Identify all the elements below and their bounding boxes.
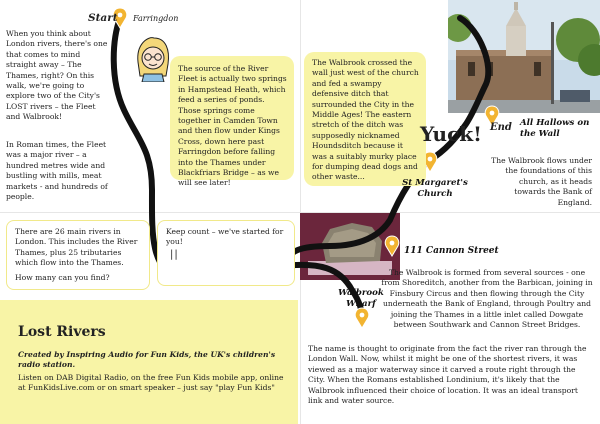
- lost-rivers-title: Lost Rivers: [18, 324, 106, 340]
- st-margarets-label: St Margaret's Church: [402, 178, 468, 199]
- lost-rivers-listen-text: Listen on DAB Digital Radio, on the free Fun Kids mobile app, online at FunKidsLive.com or on smart speaker – just say "play Fun Kids": [18, 373, 284, 393]
- all-hallows-label: All Hallows on the Wall: [520, 118, 590, 139]
- start-label: Start: [88, 12, 118, 24]
- walbrook-wharf-marker[interactable]: [355, 308, 369, 328]
- walbrook-ditch-text: The Walbrook crossed the wall just west of the church and fed a swampy defensive ditch that surrounded the City in the Middle Ages! The eastern stretch of the ditch was supposedly nicknamed Houndsditch because it was a suitably murky place for dumping dead dogs and other waste...: [312, 58, 419, 182]
- tally-marks: ||: [170, 248, 179, 260]
- roman-times-text: In Roman times, the Fleet was a major river – a hundred metres wide and bustling with mills, meat markets - and hundreds of people.: [6, 140, 108, 202]
- all-hallows-text: The Walbrook flows under the foundations of this church, as it heads towards the Bank of England.: [491, 156, 592, 207]
- lost-rivers-credit: Created by Inspiring Audio for Fun Kids, the UK's children's radio station.: [18, 350, 276, 370]
- walbrook-name-text: The name is thought to originate from the fact the river ran through the London Wall. Now, whilst it might be one of the shortest rivers, it was viewed as a major waterway since it carved a route right through the City. When the Romans established Londinium, it's likely that the Walbrook influenced their choice of location. It was an ideal transport link and water source.: [308, 344, 587, 406]
- keep-count-text: Keep count – we've started for you!: [166, 227, 284, 247]
- rivers-question: How many can you find?: [15, 272, 110, 282]
- yuck-exclamation: Yuck!: [420, 122, 482, 146]
- fleet-info-text: The source of the River Fleet is actually two springs in Hampstead Heath, which feed a series of ponds. Those springs come together in Camden Town and then flow under Kings Cross, down here past Farringdon before falling into the Thames under Blackfriars Bridge – as we will see later!: [178, 64, 287, 188]
- cannon-street-marker[interactable]: [385, 236, 399, 256]
- fleet-info-box: [170, 56, 294, 188]
- walbrook-ditch-box: [304, 52, 426, 186]
- cannon-street-label: 111 Cannon Street: [404, 246, 499, 256]
- end-label: End: [490, 122, 512, 133]
- walbrook-wharf-label: Walbrook Wharf: [338, 288, 384, 309]
- walbrook-sources-text: The Walbrook is formed from several sources - one from Shoreditch, another from the Barbican, joining in Finsbury Circus and then flowing through the City underneath the Bank of England, through Poultry and joining the Thames in a little inlet called Dowgate between Southwark and Cannon Street Bridges.: [381, 268, 593, 330]
- rivers-count-box: [6, 220, 150, 290]
- rivers-count-text: There are 26 main rivers in London. This includes the River Thames, plus 25 tributaries which flow into the Thames.: [15, 227, 138, 268]
- keep-count-box: [157, 220, 295, 286]
- farringdon-label: Farringdon: [133, 14, 179, 23]
- intro-text: When you think about London rivers, there's one that comes to mind straight away – The Thames, right? On this walk, we're going to explore two of the City's LOST rivers – the Fleet and Walbrook!: [6, 29, 108, 122]
- guide-character-illustration: [132, 36, 172, 82]
